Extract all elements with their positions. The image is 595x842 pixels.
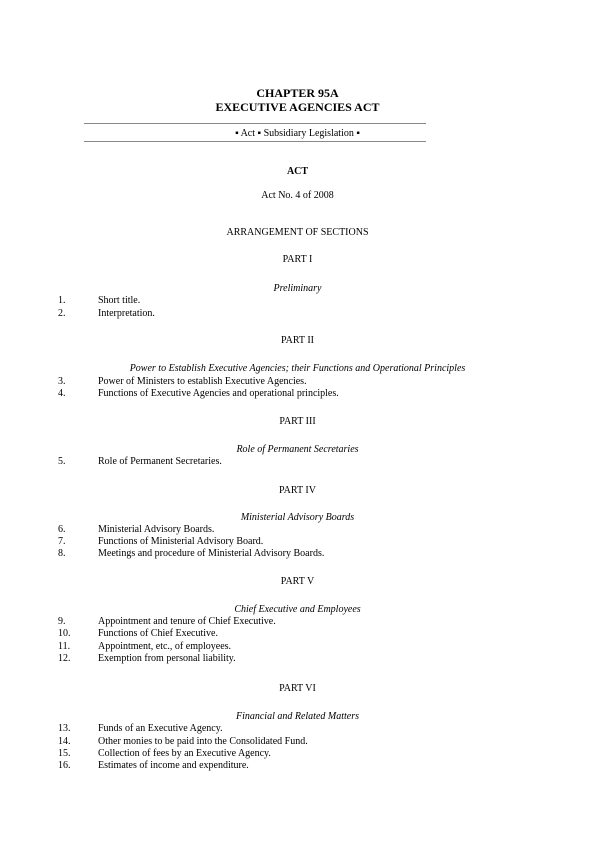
act-heading: ACT (286, 166, 309, 177)
section-title: Meetings and procedure of Ministerial Advisory Boards. (98, 548, 325, 559)
section-title: Appointment, etc., of employees. (98, 641, 232, 652)
section-title: Functions of Ministerial Advisory Board. (98, 536, 264, 547)
section-number: 8. (58, 548, 66, 559)
part-heading: Chief Executive and Employees (234, 604, 361, 615)
section-number: 3. (58, 376, 66, 387)
section-title: Ministerial Advisory Boards. (98, 524, 215, 535)
section-number: 6. (58, 524, 66, 535)
part-label: PART II (280, 335, 315, 346)
section-title: Interpretation. (98, 308, 155, 319)
act-number: Act No. 4 of 2008 (261, 190, 334, 201)
part-heading: Financial and Related Matters (235, 711, 360, 722)
chapter-number: CHAPTER 95A (256, 86, 339, 100)
section-title: Funds of an Executive Agency. (98, 723, 223, 734)
section-number: 11. (58, 641, 71, 652)
bullet-icon: ▪ (353, 128, 360, 139)
section-number: 7. (58, 536, 66, 547)
section-title: Functions of Chief Executive. (98, 628, 218, 639)
tab-act[interactable]: Act (240, 128, 256, 139)
part-label: PART IV (279, 485, 316, 496)
section-number: 13. (58, 723, 71, 734)
section-title: Appointment and tenure of Chief Executive. (98, 616, 276, 627)
arrangement-heading: ARRANGEMENT OF SECTIONS (226, 227, 369, 238)
section-number: 1. (58, 295, 66, 306)
bullet-icon: ▪ (235, 128, 241, 139)
section-title: Other monies to be paid into the Consolidated Fund. (98, 736, 308, 747)
section-title: Estimates of income and expenditure. (98, 760, 249, 771)
section-number: 9. (58, 616, 66, 627)
section-number: 5. (58, 456, 66, 467)
section-title: Exemption from personal liability. (98, 653, 236, 664)
part-heading: Ministerial Advisory Boards (240, 512, 355, 523)
divider-top (84, 123, 426, 124)
section-number: 10. (58, 628, 71, 639)
divider-bottom (84, 141, 426, 142)
act-title: EXECUTIVE AGENCIES ACT (215, 100, 380, 114)
section-number: 16. (58, 760, 71, 771)
part-label: PART VI (279, 683, 316, 694)
tab-subsidiary-legislation[interactable]: Subsidiary Legislation (263, 128, 354, 139)
section-title: Short title. (98, 295, 141, 306)
section-title: Collection of fees by an Executive Agency. (98, 748, 271, 759)
bullet-icon: ▪ (255, 128, 264, 139)
section-number: 4. (58, 388, 66, 399)
part-label: PART I (282, 254, 313, 265)
section-number: 12. (58, 653, 71, 664)
part-heading: Preliminary (273, 283, 322, 294)
section-title: Power of Ministers to establish Executive Agencies. (98, 376, 307, 387)
section-number: 2. (58, 308, 66, 319)
section-title: Role of Permanent Secretaries. (98, 456, 222, 467)
section-title: Functions of Executive Agencies and operational principles. (98, 388, 339, 399)
section-number: 14. (58, 736, 71, 747)
part-heading: Power to Establish Executive Agencies; their Functions and Operational Principles (129, 363, 466, 374)
part-label: PART V (280, 576, 315, 587)
part-label: PART III (279, 416, 316, 427)
part-heading: Role of Permanent Secretaries (236, 444, 359, 455)
section-number: 15. (58, 748, 71, 759)
tab-bar (0, 128, 595, 140)
